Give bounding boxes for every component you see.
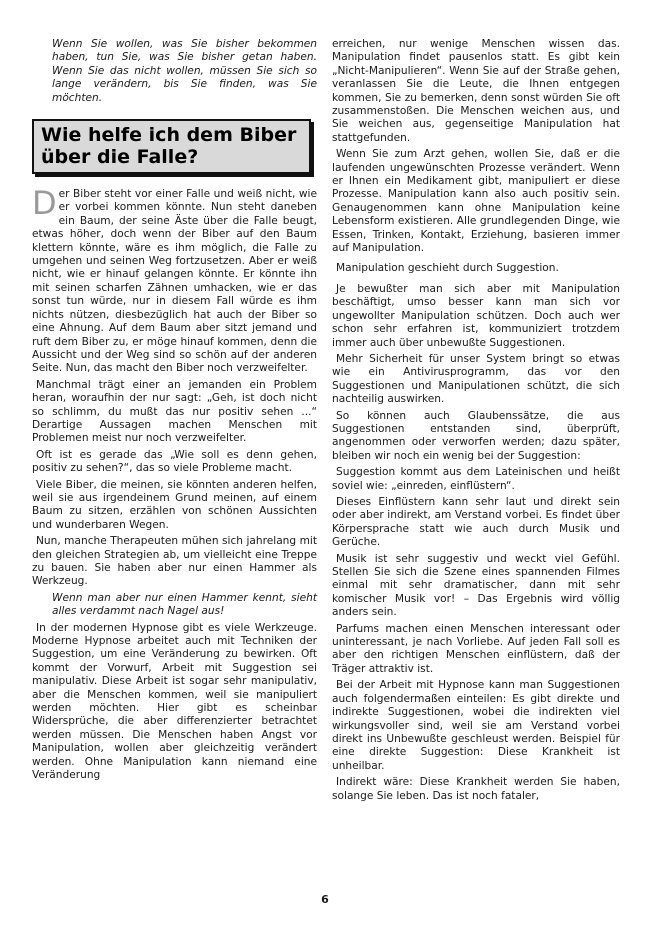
left-column [32,38,317,786]
right-column [332,38,620,806]
paragraph: Wenn Sie zum Arzt gehen, wollen Sie, daß er die laufenden ungewünschten Prozesse verändert. Wenn er Ihnen ein Medikament gibt, manipuliert er diese Prozesse. Manipulation kann also auch positiv sein. Genaugenommen kann ohne Manipulation keine Lebensform existieren. Alle grundlegenden Dinge, wie Essen, Trinken, Kontakt, Erziehung, basieren immer auf Manipulation. [332,148,620,255]
paragraph: erreichen, nur wenige Menschen wissen das. Manipulation findet pausenlos statt. Es gibt kein „Nicht-Manipulieren“. Wenn Sie auf der Straße gehen, veranlassen Sie die Leute, die Ihnen entgegen kommen, Sie zu bemerken, denn sonst würden Sie oft zusammenstoßen. Die Menschen weichen aus, und Sie weichen aus, gegenseitige Manipulation hat stattgefunden. [332,38,620,144]
paragraph: Parfums machen einen Menschen interessant oder uninteressant, je nach Vorliebe. Auf jeden Fall soll es aber den richtigen Menschen einflüstern, daß der Träger attraktiv ist. [332,622,620,675]
section-heading-box [32,119,311,174]
paragraph: Manipulation geschieht durch Suggestion. [336,261,559,274]
paragraph: Manchmal trägt einer an jemanden ein Problem heran, woraufhin der nur sagt: „Geh, ist doch nicht so schlimm, du mußt das nur positiv sehen ...“ Derartige Aussagen machen Menschen mit Problemen meist nur noch verzweifelter. [32,378,317,445]
paragraph: Suggestion kommt aus dem Lateinischen und heißt soviel wie: „einreden, einflüstern“. [332,466,620,492]
paragraph: Musik ist sehr suggestiv und weckt viel Gefühl. Stellen Sie sich die Szene eines spannenden Filmes einmal mit sehr dramatischer, dann mit sehr komischer Musik vor! – Das Ergebnis wird völlig anders sein. [332,552,620,619]
drop-cap: D [32,184,57,223]
paragraph: Bei der Arbeit mit Hypnose kann man Suggestionen auch folgendermaßen einteilen: Es gibt direkte und indirekte Suggestionen, wobei die indirekten viel wirkungsvoller sind, weil sie am Verstand vorbei direkt ins Unbewußte geschleust werden. Beispiel für eine direkte Suggestion: Diese Krankheit ist unheilbar. [332,679,620,772]
paragraph: Viele Biber, die meinen, sie könnten anderen helfen, weil sie aus irgendeinem Grund meinen, auf einem Baum zu sitzen, erzählen von schönen Aussichten und wunderbaren Wegen. [32,478,317,531]
section-heading: Wie helfe ich dem Biber über die Falle? [41,124,297,169]
paragraph: Je bewußter man sich aber mit Manipulation beschäftigt, umso besser kann man sich vor ungewollter Manipulation schützen. Doch auch wer schon sehr erfahren ist, kommuniziert trotzdem immer auch über unbewußte Suggestionen. [332,282,620,349]
paragraph: Dieses Einflüstern kann sehr laut und direkt sein oder aber indirekt, am Verstand vorbei. Es findet über Körpersprache statt wie auch durch Musik und Gerüche. [332,496,620,549]
page-number: 6 [321,893,329,906]
paragraph [32,184,317,376]
paragraph-text: er Biber steht vor einer Falle und weiß nicht, wie er vorbei kommen könnte. Nun steht daneben ein Baum, der seine Äste über die Falle beugt, etwas höher, doch wenn der Biber auf den Baum klettern könnte, wäre es ihm möglich, die Falle zu umgehen und seinen Weg fortzusetzen. Aber er weiß nicht, wie er hinauf gelangen könnte. Er könnte ihn mit seinen scharfen Zähnen umhacken, wie er das sonst tun würde, nur in diesem Fall würde es ihm nichts nützen, diesbezüglich hat auch der Biber so eine Ahnung. Auf dem Baum aber sitzt jemand und ruft dem Biber zu, er möge hinauf kommen, denn die Aussicht und der Weg sind so schön auf der anderen Seite. Nun, das macht den Biber noch verzweifelter. [32,188,317,375]
paragraph: In der modernen Hypnose gibt es viele Werkzeuge. Moderne Hypnose arbeitet auch mit Techniken der Suggestion, um eine Veränderung zu bewirken. Oft kommt der Vorwurf, Arbeit mit Suggestion sei manipulativ. Diese Arbeit ist sogar sehr manipulativ, aber die Menschen kommen, weil sie manipuliert werden möchten. Hier gibt es scheinbar Widersprüche, die aber differenzierter betrachtet werden müssen. Die Menschen haben Angst vor Manipulation, wollen aber gleichzeitig verändert werden. Ohne Manipulation kann niemand eine Veränderung [32,621,317,782]
intro-quote: Wenn Sie wollen, was Sie bisher bekommen haben, tun Sie, was Sie bisher getan haben. Wenn Sie das nicht wollen, müssen Sie sich so lange verändern, bis Sie finden, was Sie möchten. [52,38,317,104]
paragraph: So können auch Glaubenssätze, die aus Suggestionen entstanden sind, überprüft, angenommen oder verworfen werden; dazu später, bleiben wir noch ein wenig bei der Suggestion: [332,409,620,462]
paragraph: Indirekt wäre: Diese Krankheit werden Sie haben, solange Sie leben. Das ist noch fataler, [332,776,620,802]
paragraph: Nun, manche Therapeuten mühen sich jahrelang mit den gleichen Strategien ab, um vielleicht eine Treppe zu bauen. Sie haben aber nur einen Hammer als Werkzeug. [32,535,317,588]
hammer-quote: Wenn man aber nur einen Hammer kennt, sieht alles verdammt nach Nagel aus! [52,591,317,618]
paragraph: Oft ist es gerade das „Wie soll es denn gehen, positiv zu sehen?“, das so viele Probleme macht. [32,448,317,475]
paragraph: Mehr Sicherheit für unser System bringt so etwas wie ein Antivirusprogramm, das vor den Suggestionen und Manipulationen schützt, die sich nachteilig auswirken. [332,352,620,406]
